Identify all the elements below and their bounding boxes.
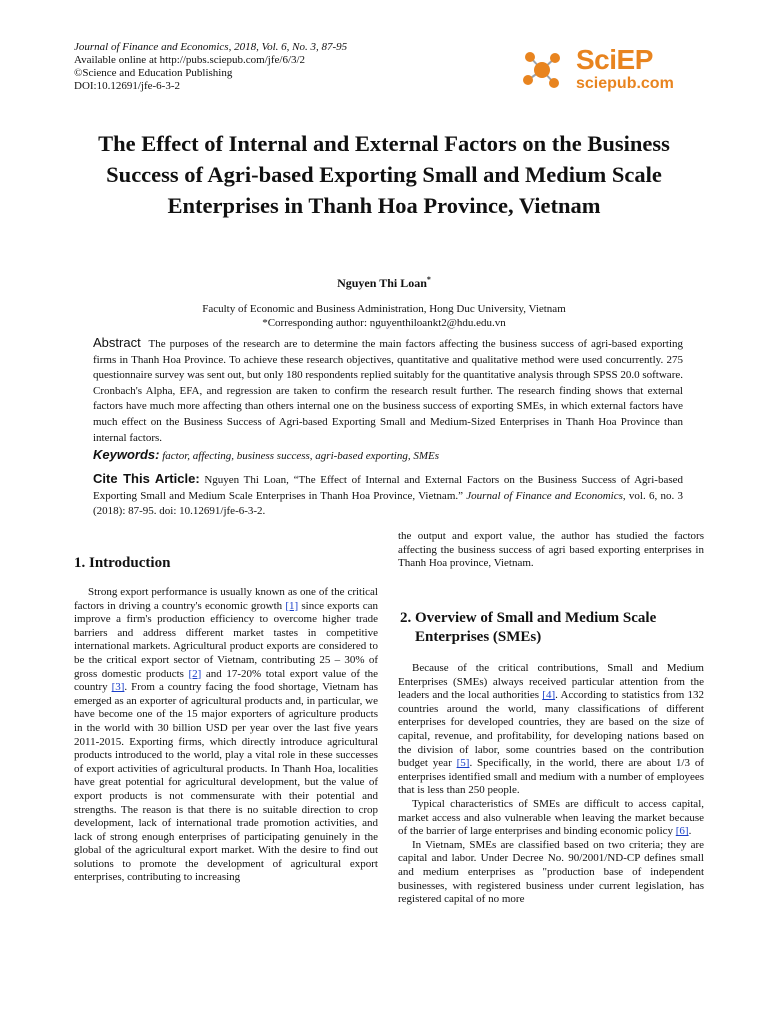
corresponding-mark: *: [426, 275, 431, 284]
right-column: [398, 530, 704, 571]
reference-link[interactable]: [3]: [111, 681, 125, 694]
intro-continued-paragraph: the output and export value, the author has studied the factors affecting the business success of agri based exporting enterprises in Thanh Hoa province, Vietnam.: [398, 530, 704, 570]
journal-info: [74, 41, 474, 93]
heading-line: Enterprises (SMEs): [415, 629, 542, 645]
reference-link[interactable]: [6]: [675, 825, 689, 838]
body-text: since exports can improve a firm's production efficiency to overcome higher trade barriers and address different market tastes in competitive international markets. Agricultural product exports are considered to be the critical export sector of Vietnam, contributing 25 – 30% of gross domestic products: [74, 599, 379, 680]
reference-link[interactable]: [2]: [188, 667, 202, 680]
overview-paragraph: In Vietnam, SMEs are classified based on two criteria; they are capital and labor. Under Decree No. 90/2001/ND-CP defines small and medium enterprises as "production base of independent businesses, with registered business under current legislation, has registered capital of no more: [398, 838, 704, 906]
cite-text: Nguyen Thi Loan, “The Effect of Internal and External Factors on the Business Success of Agri-based Exporting Small and Medium Scale Enterprises in Thanh Hoa Province, Vietnam.”: [93, 474, 683, 502]
section-heading-overview: [400, 609, 700, 647]
abstract-label: Abstract: [93, 335, 141, 350]
body-text: and 17-20% total export value of the country: [74, 667, 379, 694]
corresponding-author-line: *Corresponding author: nguyenthiloankt2@hdu.edu.vn: [262, 316, 506, 329]
abstract-text: The purposes of the research are to determine the main factors affecting the business success of agri-based exporting firms in Thanh Hoa Province. To achieve these research objectives, quantitative and qualitative method were used concurrently. 275 questionnaire survey was sent out, but only 180 respondents replied suitably for the quantitative analysis through SPSS 20.0 software. Cronbach's Alpha, EFA, and regression are taken to confirm the research result further. The research finding shows that external factors have much more affecting than others internal one on the business success of exporting SMEs, in which external factors have much effect on the Business Success of Agri-based Exporting Small and Medium-Sized Enterprises in Thanh Hoa Province than internal factors.: [93, 338, 683, 444]
section-heading-introduction: 1. Introduction: [74, 555, 171, 571]
overview-paragraph: [398, 798, 704, 839]
left-column: [74, 586, 378, 885]
affiliation: [0, 303, 768, 330]
available-online-line[interactable]: Available online at http://pubs.sciepub.com/jfe/6/3/2: [74, 54, 306, 66]
logo-wordmark: SciEP: [576, 44, 653, 75]
author-name: Nguyen Thi Loan: [337, 276, 427, 290]
abstract: [93, 335, 683, 446]
cite-details: , vol. 6, no. 3 (2018): 87-95. doi: 10.12691/jfe-6-3-2.: [93, 489, 683, 518]
body-text: . According to statistics from 132 countries around the world, many classifications of different enterprises for developed countries, they are based on the size of capital, revenue, and profitability, for developing nations based on the division of labor, some countries based on the contribution budget year: [398, 689, 704, 770]
reference-link[interactable]: [5]: [456, 757, 470, 770]
body-text: Strong export performance is usually known as one of the critical factors in driving a country's economic growth: [74, 586, 378, 612]
keywords-label: Keywords:: [93, 447, 160, 462]
doi-line[interactable]: DOI:10.12691/jfe-6-3-2: [74, 80, 181, 92]
journal-citation-line: Journal of Finance and Economics, 2018, Vol. 6, No. 3, 87-95: [74, 41, 348, 53]
network-molecule-icon: [520, 48, 564, 92]
intro-paragraph: [74, 586, 378, 885]
affiliation-line: Faculty of Economic and Business Administration, Hong Duc University, Vietnam: [202, 303, 566, 315]
author-line: [0, 275, 768, 291]
body-text: Typical characteristics of SMEs are difficult to access capital, market access and also vulnerable when leaving the market because of the barrier of large enterprises and binding economic policy: [398, 797, 704, 838]
cite-this-article: [93, 471, 683, 520]
cite-journal: Journal of Finance and Economics: [466, 489, 623, 502]
paper-title: The Effect of Internal and External Factors on the Business Success of Agri-based Exporting Small and Medium Scale Enterprises in Thanh Hoa Province, Vietnam: [98, 131, 670, 218]
sciep-logo[interactable]: [520, 44, 700, 99]
heading-line: 2. Overview of Small and Medium Scale: [400, 610, 657, 626]
publisher-line: ©Science and Education Publishing: [74, 67, 233, 79]
body-text: . Specifically, in the world, there are about 1/3 of enterprises identified small and medium with a number of employees that is less than 250 people.: [398, 757, 704, 797]
cite-label: Cite This Article:: [93, 471, 200, 486]
body-text: .: [688, 825, 692, 838]
keywords: [93, 447, 683, 462]
body-text: . From a country facing the food shortage, Vietnam has emerged as an exporter of agricultural products and, in particular, we have become one of the 15 major exporters of agriculture products in the world with 30 billion USD per year over the last five years 2011-2015. Exporting firms, which directly introduce agricultural products introduced to the world, play a vital role in these successes of export activities of agricultural products. In Thanh Hoa, localities have great potential for agricultural development, but the value of export products is not commensurate with their potential and strengths. The reason is that there is no suitable direction to crop development, lack of international trade promotion activities, and lack of strong enough enterprises of participating genuinely in the global of the agricultural export market. With the desire to find out solutions to promote the development of agricultural export enterprises, contributing to increasing: [74, 681, 379, 884]
overview-paragraph: [398, 662, 704, 798]
overview-body: [398, 662, 704, 907]
reference-link[interactable]: [4]: [542, 689, 556, 702]
body-text: Because of the critical contributions, Small and Medium Enterprises (SMEs) always received particular attention from the leaders and the local authorities: [398, 662, 704, 702]
logo-url: sciepub.com: [576, 75, 674, 92]
reference-link[interactable]: [1]: [285, 599, 299, 612]
keywords-text: factor, affecting, business success, agri-based exporting, SMEs: [162, 450, 440, 462]
